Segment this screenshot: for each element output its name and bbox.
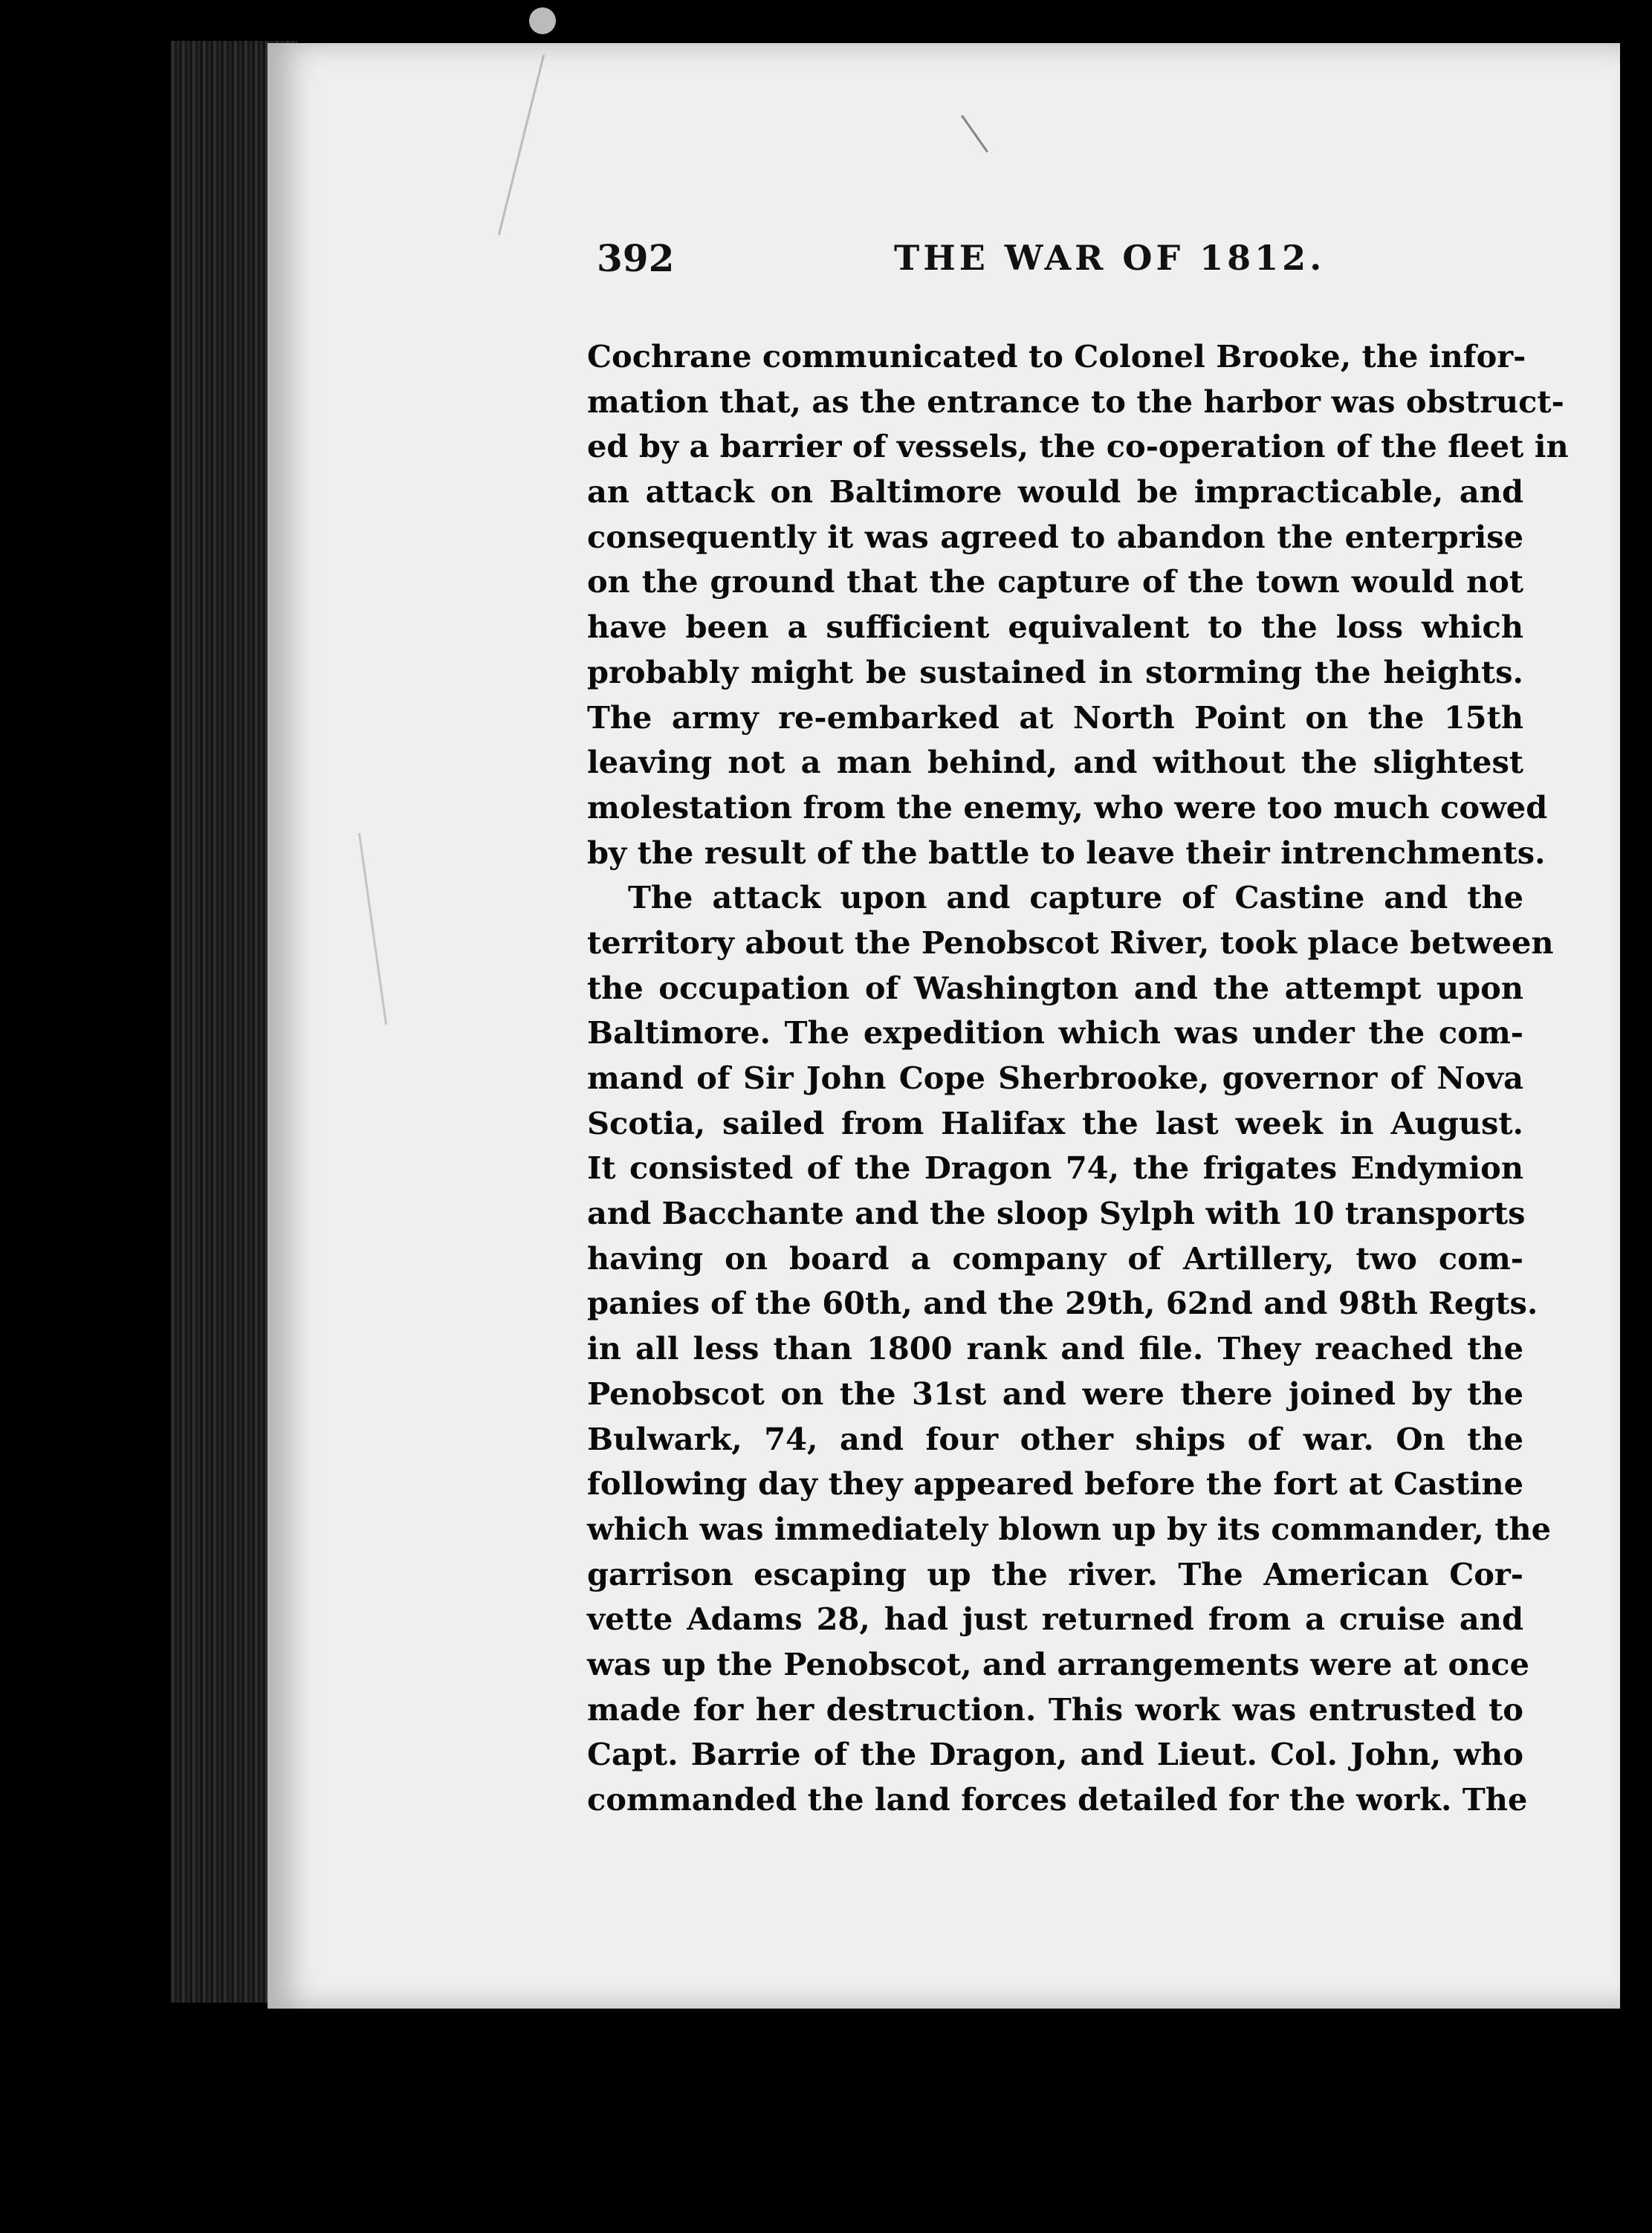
page-header: [597, 236, 1489, 296]
text-line: on the ground that the capture of the town would not: [587, 563, 1523, 600]
text-line: probably might be sustained in storming the heights.: [587, 653, 1523, 690]
page-number: 392: [597, 236, 675, 280]
text-line: by the result of the battle to leave their intrenchments.: [587, 834, 1546, 871]
text-line: Baltimore. The expedition which was under the com-: [587, 1014, 1523, 1051]
text-line: an attack on Baltimore would be impracticable, and: [587, 473, 1523, 511]
text-line: Scotia, sailed from Halifax the last week in August.: [587, 1104, 1523, 1141]
text-line: molestation from the enemy, who were too much cowed: [587, 788, 1548, 826]
text-line: have been a sufficient equivalent to the loss which: [587, 609, 1523, 646]
text-line: Penobscot on the 31st and were there joined by the: [587, 1375, 1523, 1412]
text-line: Bulwark, 74, and four other ships of war. On the: [587, 1420, 1523, 1457]
running-head: THE WAR OF 1812.: [894, 238, 1326, 278]
text-line: was up the Penobscot, and arrangements were at once: [587, 1645, 1529, 1682]
text-line: leaving not a man behind, and without the slightest: [587, 744, 1523, 781]
text-line: the occupation of Washington and the attempt upon: [587, 969, 1523, 1006]
text-line: panies of the 60th, and the 29th, 62nd and 98th Regts.: [587, 1285, 1538, 1322]
text-line: mand of Sir John Cope Sherbrooke, governor of Nova: [587, 1060, 1523, 1096]
text-line: territory about the Penobscot River, took place between: [587, 924, 1554, 961]
text-line: Capt. Barrie of the Dragon, and Lieut. Col. John, who: [587, 1736, 1523, 1773]
text-line: having on board a company of Artillery, two com-: [587, 1239, 1523, 1277]
text-line: The army re-embarked at North Point on the 15th: [587, 699, 1523, 736]
text-line: which was immediately blown up by its commander, the: [587, 1510, 1552, 1547]
scan-artifact: [529, 7, 556, 34]
text-line: and Bacchante and the sloop Sylph with 10 transports: [587, 1195, 1526, 1232]
text-line: ed by a barrier of vessels, the co-operation of the fleet in: [587, 428, 1569, 465]
text-line: vette Adams 28, had just returned from a cruise and: [587, 1601, 1523, 1638]
text-line: Cochrane communicated to Colonel Brooke, the infor-: [587, 338, 1526, 375]
text-line: garrison escaping up the river. The American Cor-: [587, 1555, 1523, 1592]
text-line: It consisted of the Dragon 74, the frigates Endymion: [587, 1150, 1523, 1187]
text-line: made for her destruction. This work was entrusted to: [587, 1691, 1523, 1728]
text-line: consequently it was agreed to abandon the enterprise: [587, 518, 1523, 555]
page-body: [587, 334, 1569, 1823]
text-line: following day they appeared before the fort at Castine: [587, 1465, 1523, 1503]
text-line: commanded the land forces detailed for the work. The: [587, 1781, 1528, 1818]
text-line: The attack upon and capture of Castine and the: [628, 879, 1523, 916]
text-line: mation that, as the entrance to the harbor was obstruct-: [587, 383, 1564, 420]
text-line: in all less than 1800 rank and file. They reached the: [587, 1330, 1523, 1367]
